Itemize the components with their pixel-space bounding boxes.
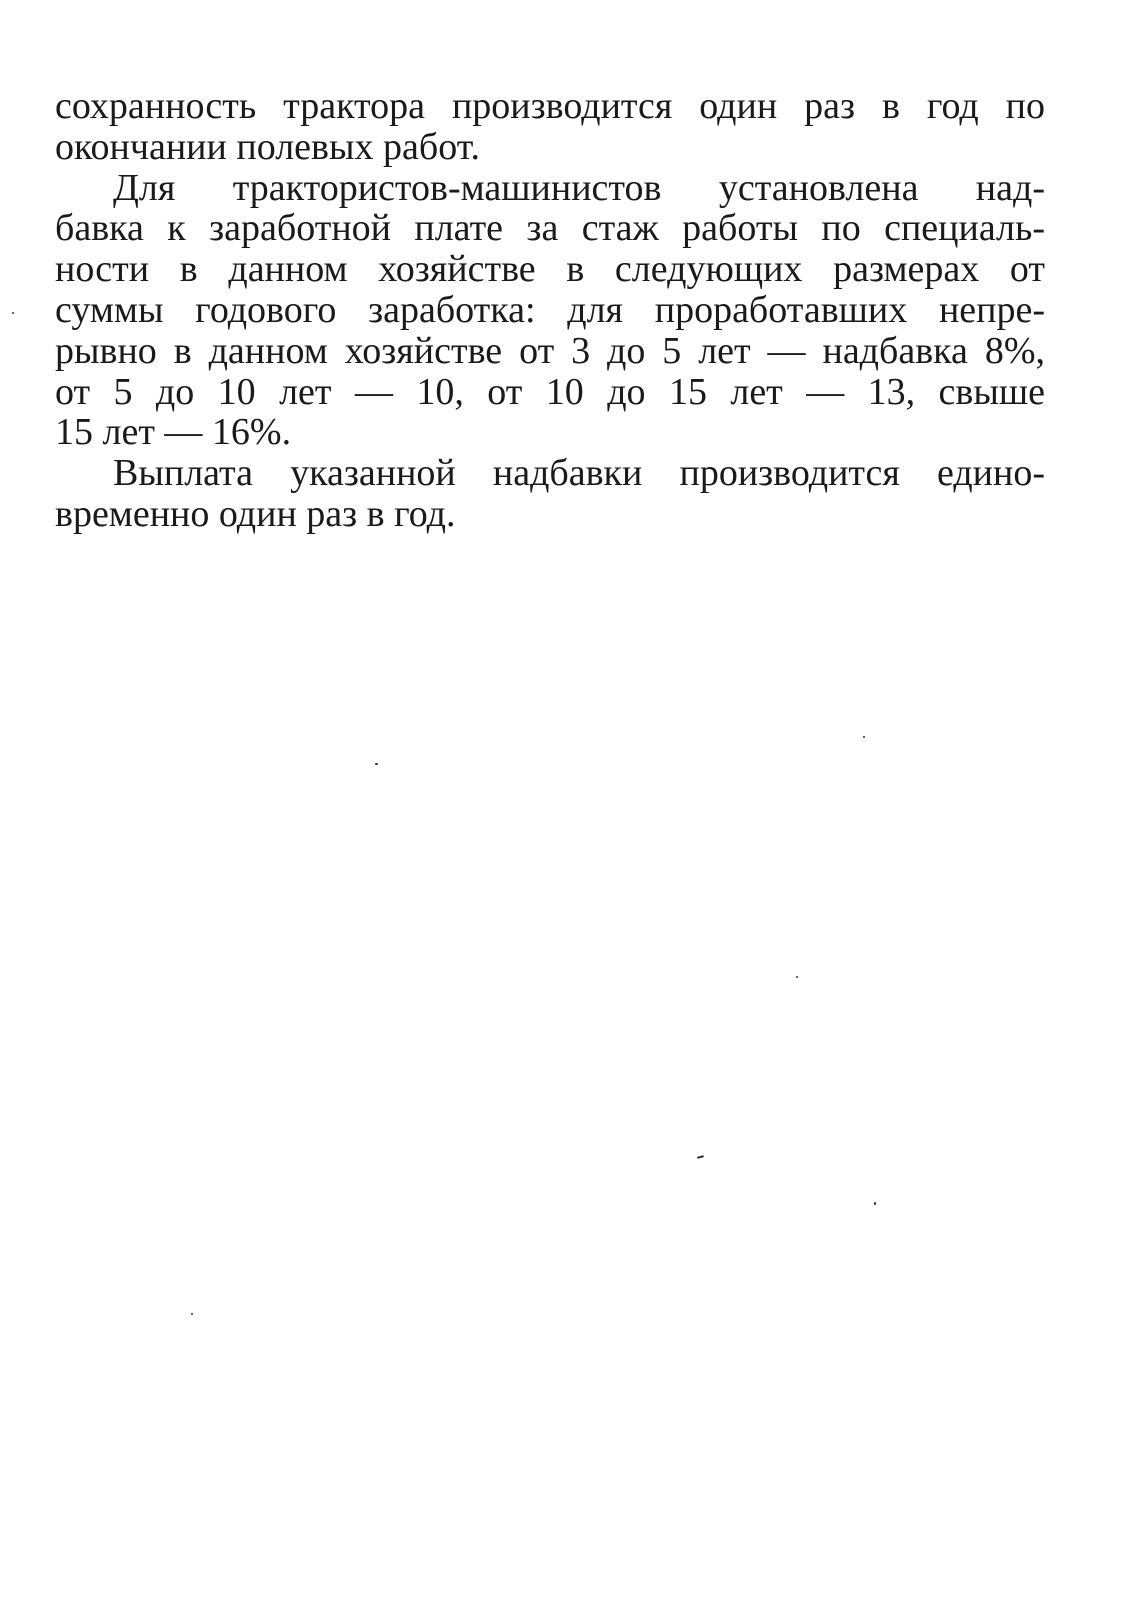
scan-speck [375,763,378,765]
body-text [55,86,1045,535]
paragraph-2 [55,168,1045,454]
text-line: ности в данном хозяйстве в следующих размерах от [55,248,1045,291]
scan-speck [191,1313,193,1315]
text-line: временно один раз в год. [55,492,456,535]
scan-speck [12,312,14,314]
text-line: сохранность трактора производится один раз в год по [55,85,1045,127]
text-line: суммы годового заработка: для проработавших непре- [55,288,1045,331]
paragraph-3 [55,453,1045,535]
text-line: рывно в данном хозяйстве от 3 до 5 лет — надбавка 8%, [55,329,1045,372]
text-line: 15 лет — 16%. [55,411,292,454]
text-line: Выплата указанной надбавки производится едино- [113,452,1045,495]
text-line: окончании полевых работ. [55,125,480,168]
text-line: от 5 до 10 лет — 10, от 10 до 15 лет — 13, свыше [55,370,1045,413]
scan-speck [863,736,865,738]
text-line: бавка к заработной плате за стаж работы по специаль- [55,207,1045,250]
scan-speck [796,976,798,978]
paragraph-1 [55,86,1045,168]
text-line: Для трактористов-машинистов установлена над- [113,166,1045,209]
scan-speck [874,1202,876,1205]
scan-speck [697,1155,704,1159]
